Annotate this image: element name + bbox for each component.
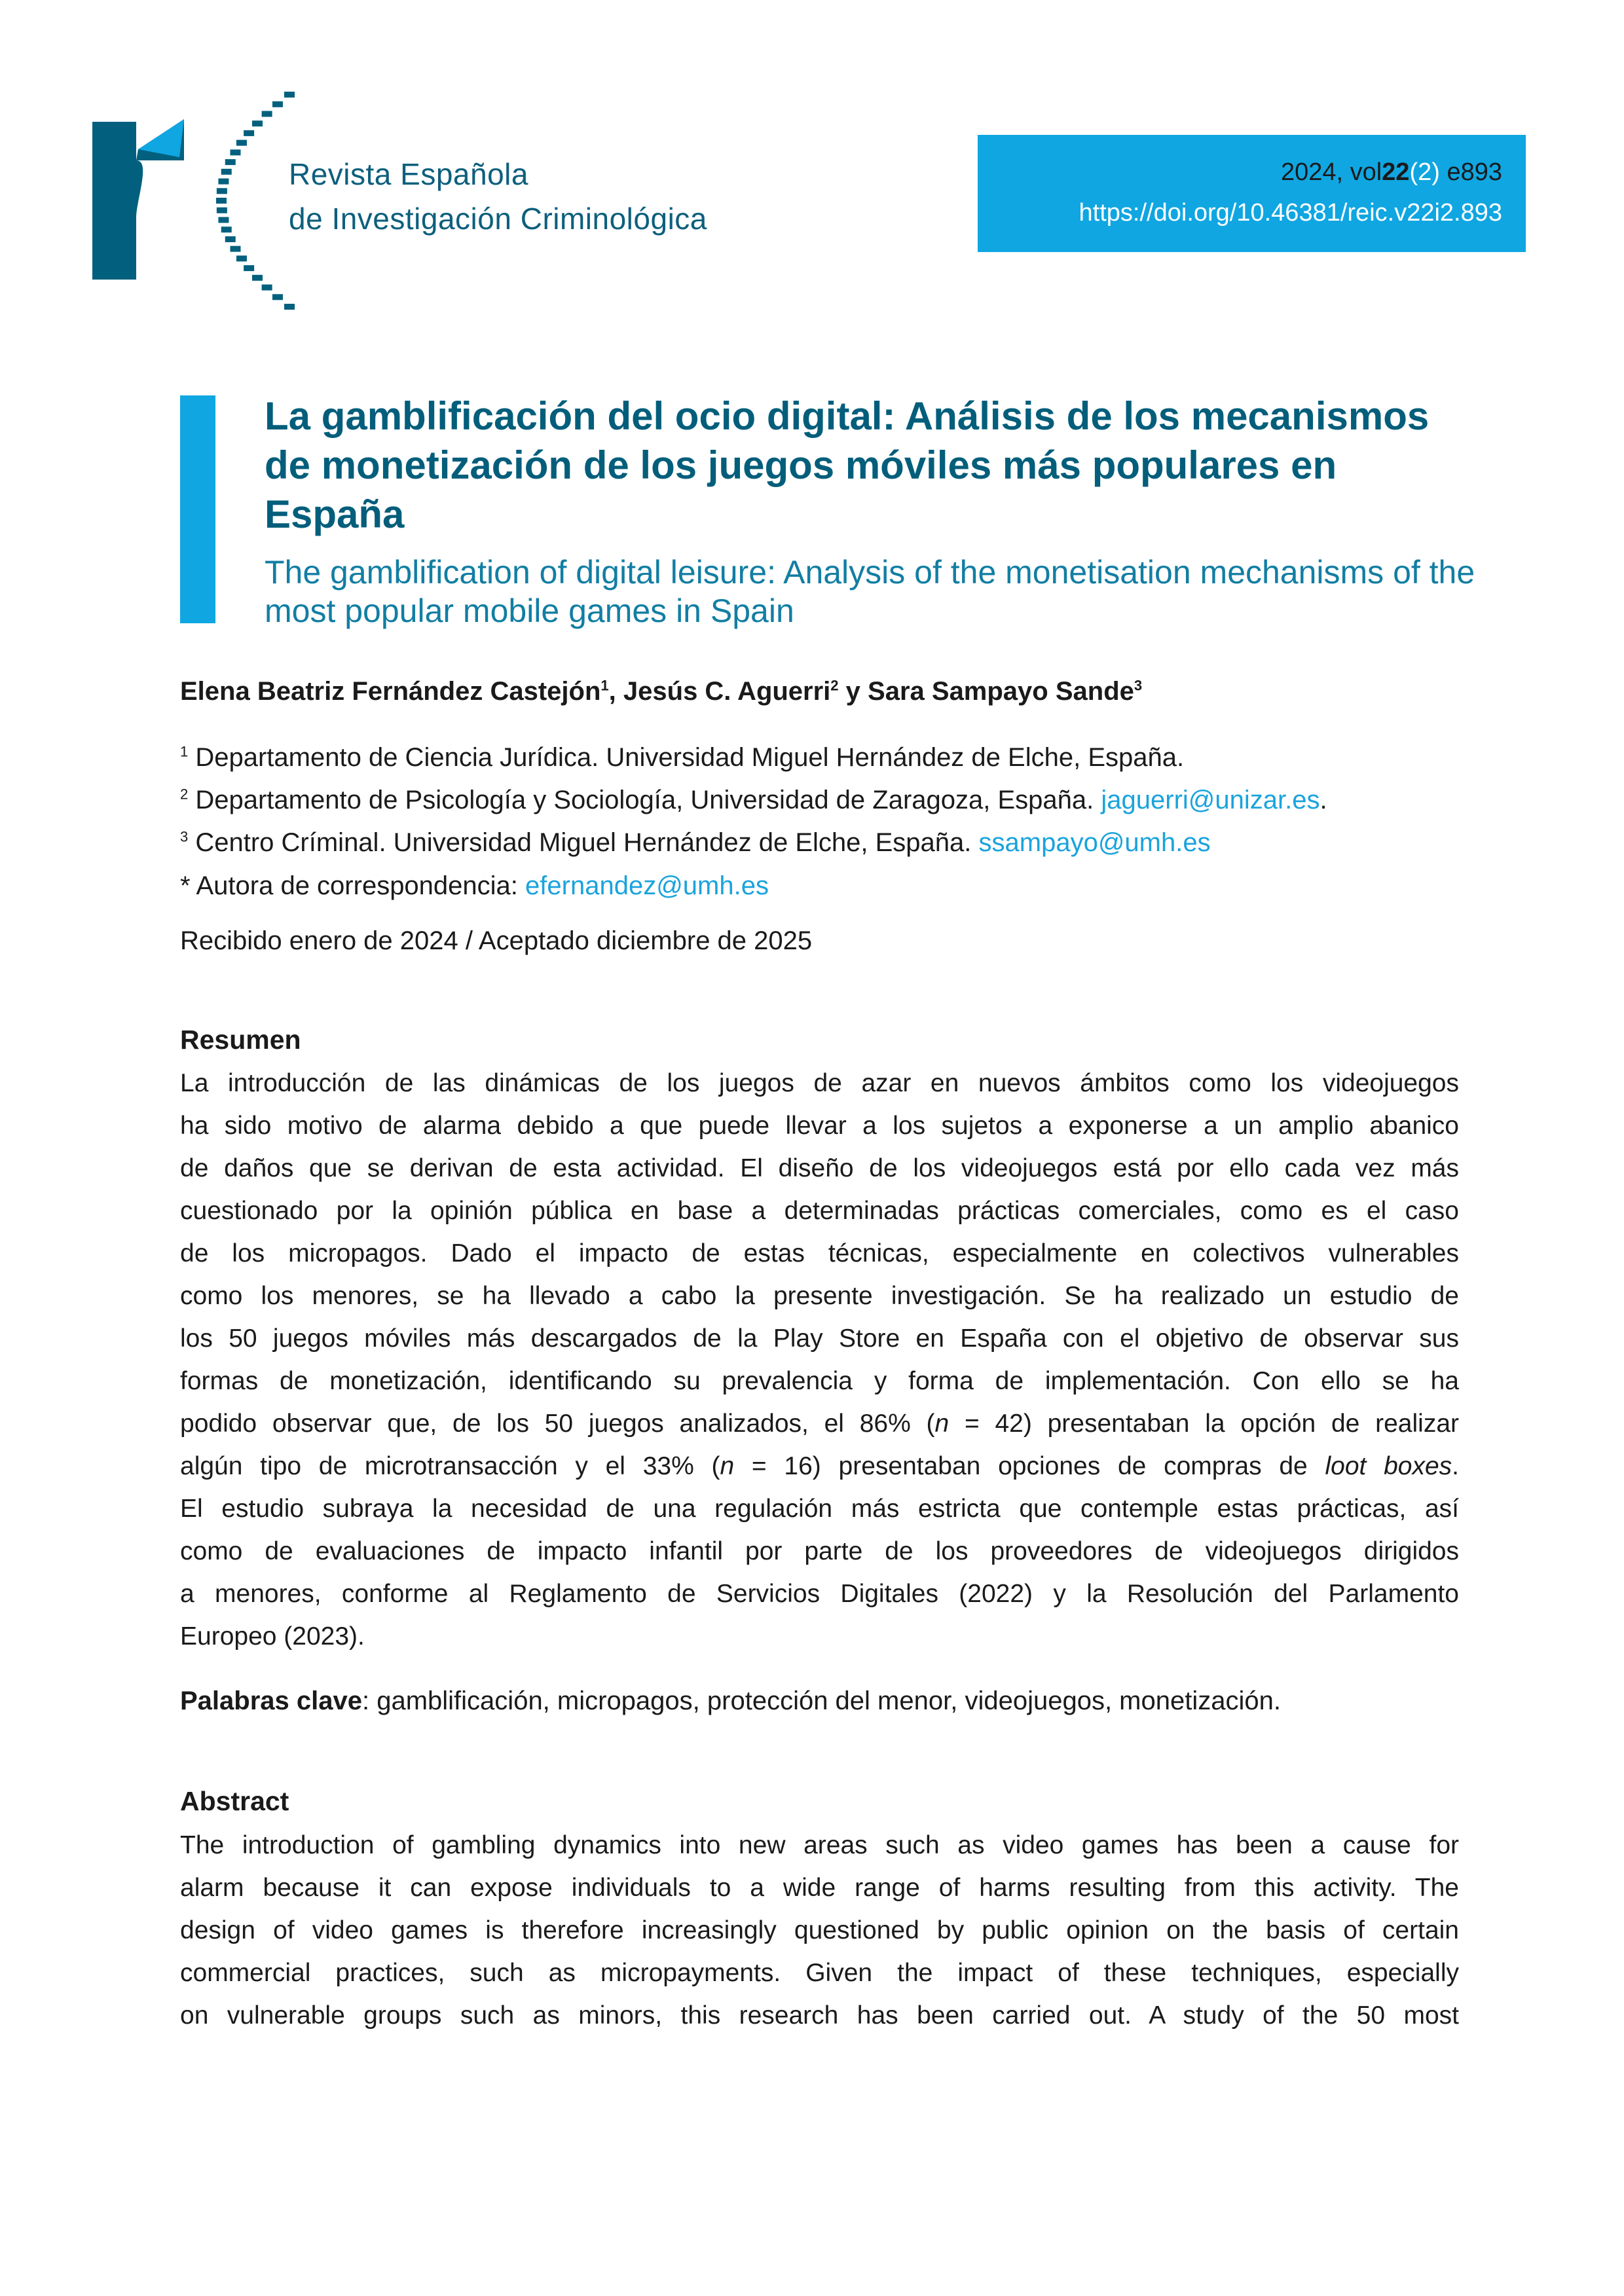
text-line <box>180 1360 1459 1402</box>
doi-link[interactable]: https://doi.org/10.46381/reic.v22i2.893 <box>1079 199 1502 227</box>
year-vol: 2024, vol <box>1280 158 1382 186</box>
keywords-label: Palabras clave <box>180 1686 362 1715</box>
text-line <box>180 1909 1459 1952</box>
text-line <box>180 1190 1459 1232</box>
text-segment: Europeo (2023). <box>180 1622 365 1650</box>
journal-logo <box>85 85 301 321</box>
text-line <box>180 1317 1459 1360</box>
aff-text: Centro Críminal. Universidad Miguel Hernández de Elche, España. <box>188 828 979 857</box>
text-segment: algún tipo de microtransacción y el 33% ( <box>180 1452 720 1480</box>
logo-dot <box>236 255 247 261</box>
text-segment: ha sido motivo de alarma debido a que puede llevar a los sujetos a exponerse a un amplio abanico <box>180 1112 1459 1140</box>
text-segment: = 16) presentaban opciones de compras de <box>734 1452 1325 1480</box>
text-segment: alarm because it can expose individuals to a wide range of harms resulting from this activity. The <box>180 1874 1459 1902</box>
title-accent-bar <box>180 395 215 623</box>
aff-text: Departamento de Ciencia Jurídica. Universidad Miguel Hernández de Elche, España. <box>188 743 1185 772</box>
text-segment: cuestionado por la opinión pública en base a determinadas prácticas comerciales, como es el caso <box>180 1197 1459 1225</box>
text-segment: a menores, conforme al Reglamento de Servicios Digitales (2022) y la Resolución del Parlamento <box>180 1580 1459 1608</box>
text-segment: formas de monetización, identificando su prevalencia y forma de implementación. Con ello se ha <box>180 1367 1459 1395</box>
text-line <box>180 1104 1459 1147</box>
text-line <box>180 1062 1459 1104</box>
text-line <box>180 1232 1459 1275</box>
abstract-body <box>180 1824 1459 2037</box>
text-segment: El estudio subraya la necesidad de una regulación más estricta que contemple estas prácticas, así <box>180 1495 1459 1523</box>
received-accepted-dates: Recibido enero de 2024 / Aceptado diciembre de 2025 <box>180 926 813 955</box>
text-line <box>180 1445 1459 1487</box>
article-title: La gamblificación del ocio digital: Análisis de los mecanismos de monetización de los juegos móviles más populares en España <box>265 394 1430 536</box>
author-sup: 3 <box>1134 677 1143 694</box>
author-name: Elena Beatriz Fernández Castejón <box>180 677 601 706</box>
separator: , <box>608 677 623 706</box>
separator: y <box>838 677 868 706</box>
aff-text: Autora de correspondencia: <box>190 871 526 900</box>
logo-dot <box>284 92 295 98</box>
logo-dot <box>218 179 229 185</box>
text-segment: de daños que se derivan de esta actividad. El diseño de los videojuegos está por ello cada vez más <box>180 1154 1459 1182</box>
author-sup: 1 <box>600 677 609 694</box>
keywords <box>180 1686 1281 1716</box>
article-subtitle-english: The gamblification of digital leisure: Analysis of the monetisation mechanisms of the most popular mobile games in Spain <box>265 554 1475 629</box>
text-line <box>180 1487 1459 1530</box>
text-line <box>180 1530 1459 1573</box>
resumen-body <box>180 1062 1459 1658</box>
text-segment: design of video games is therefore increasingly questioned by public opinion on the basis of certain <box>180 1916 1459 1944</box>
text-segment: on vulnerable groups such as minors, this research has been carried out. A study of the 50 most <box>180 2001 1459 2030</box>
text-line <box>180 1867 1459 1909</box>
text-segment: podido observar que, de los 50 juegos analizados, el 86% ( <box>180 1410 935 1438</box>
author-sup: 2 <box>830 677 839 694</box>
logo-dot <box>218 217 229 223</box>
text-segment: n <box>934 1410 950 1438</box>
text-segment: los 50 juegos móviles más descargados de la Play Store en España con el objetivo de observar sus <box>180 1324 1459 1353</box>
text-segment: = 42) presentaban la opción de realizar <box>949 1410 1459 1438</box>
citation-line <box>978 152 1502 192</box>
email-link[interactable]: jaguerri@unizar.es <box>1101 786 1320 814</box>
aff-sup: 1 <box>180 743 189 760</box>
logo-dot <box>225 159 236 165</box>
text-segment: como los menores, se ha llevado a cabo la presente investigación. Se ha realizado un estudio de <box>180 1282 1459 1310</box>
logo-dot <box>230 246 240 252</box>
affiliation <box>180 786 1327 815</box>
text-line <box>180 1275 1459 1317</box>
aff-sup: 2 <box>180 786 189 803</box>
logo-dot <box>244 130 254 136</box>
text-segment: como de evaluaciones de impacto infantil por parte de los proveedores de videojuegos dirigidos <box>180 1537 1459 1565</box>
logo-dot <box>236 140 247 146</box>
logo-dot <box>262 111 272 117</box>
aff-sup: 3 <box>180 828 189 845</box>
journal-name-line2: de Investigación Criminológica <box>289 202 707 236</box>
logo-dot <box>272 294 283 300</box>
logo-dot <box>230 149 240 155</box>
text-segment: de los micropagos. Dado el impacto de estas técnicas, especialmente en colectivos vulnerables <box>180 1239 1459 1267</box>
keywords-text: : gamblificación, micropagos, protección del menor, videojuegos, monetización. <box>362 1686 1281 1715</box>
logo-dot <box>252 275 263 281</box>
logo-dot <box>217 188 227 194</box>
author-name: Sara Sampayo Sande <box>868 677 1134 706</box>
text-line <box>180 1615 1459 1658</box>
correspondence <box>180 871 769 901</box>
text-line <box>180 1824 1459 1867</box>
logo-dot <box>225 236 236 242</box>
aff-text: Departamento de Psicología y Sociología, Universidad de Zaragoza, España. <box>188 786 1101 814</box>
logo-dot <box>252 120 263 126</box>
logo-dot <box>272 101 283 107</box>
text-line <box>180 1573 1459 1615</box>
journal-name-line1: Revista Española <box>289 157 528 191</box>
text-segment: commercial practices, such as micropayments. Given the impact of these techniques, especially <box>180 1959 1459 1987</box>
email-link[interactable]: ssampayo@umh.es <box>978 828 1211 857</box>
text-segment: n <box>720 1452 735 1480</box>
logo-dot <box>284 304 295 310</box>
journal-name <box>289 152 707 241</box>
text-segment: The introduction of gambling dynamics into new areas such as video games has been a cause for <box>180 1831 1459 1859</box>
author-name: Jesús C. Aguerri <box>623 677 831 706</box>
text-segment: loot boxes <box>1325 1452 1452 1480</box>
logo-dot <box>221 227 232 232</box>
authors <box>180 677 1142 706</box>
logo-dot <box>221 169 232 175</box>
text-line <box>180 1994 1459 2037</box>
text-segment: . <box>1452 1452 1459 1480</box>
abstract-heading: Abstract <box>180 1786 289 1816</box>
text-segment: La introducción de las dinámicas de los juegos de azar en nuevos ámbitos como los videojuegos <box>180 1069 1459 1097</box>
citation-badge <box>978 135 1526 252</box>
text-line <box>180 1147 1459 1190</box>
article-id: e893 <box>1439 158 1502 186</box>
logo-dot <box>216 198 227 204</box>
text-line <box>180 1952 1459 1994</box>
issue: (2) <box>1409 158 1440 186</box>
logo-dot <box>262 285 272 291</box>
affiliation <box>180 828 1211 858</box>
email-link[interactable]: efernandez@umh.es <box>525 871 769 900</box>
logo-dot <box>217 208 227 213</box>
text-line <box>180 1402 1459 1445</box>
asterisk: * <box>180 871 191 900</box>
affiliation <box>180 743 1184 773</box>
logo-dot <box>244 265 254 271</box>
aff-after: . <box>1320 786 1327 814</box>
volume: 22 <box>1382 158 1410 186</box>
resumen-heading: Resumen <box>180 1025 301 1055</box>
